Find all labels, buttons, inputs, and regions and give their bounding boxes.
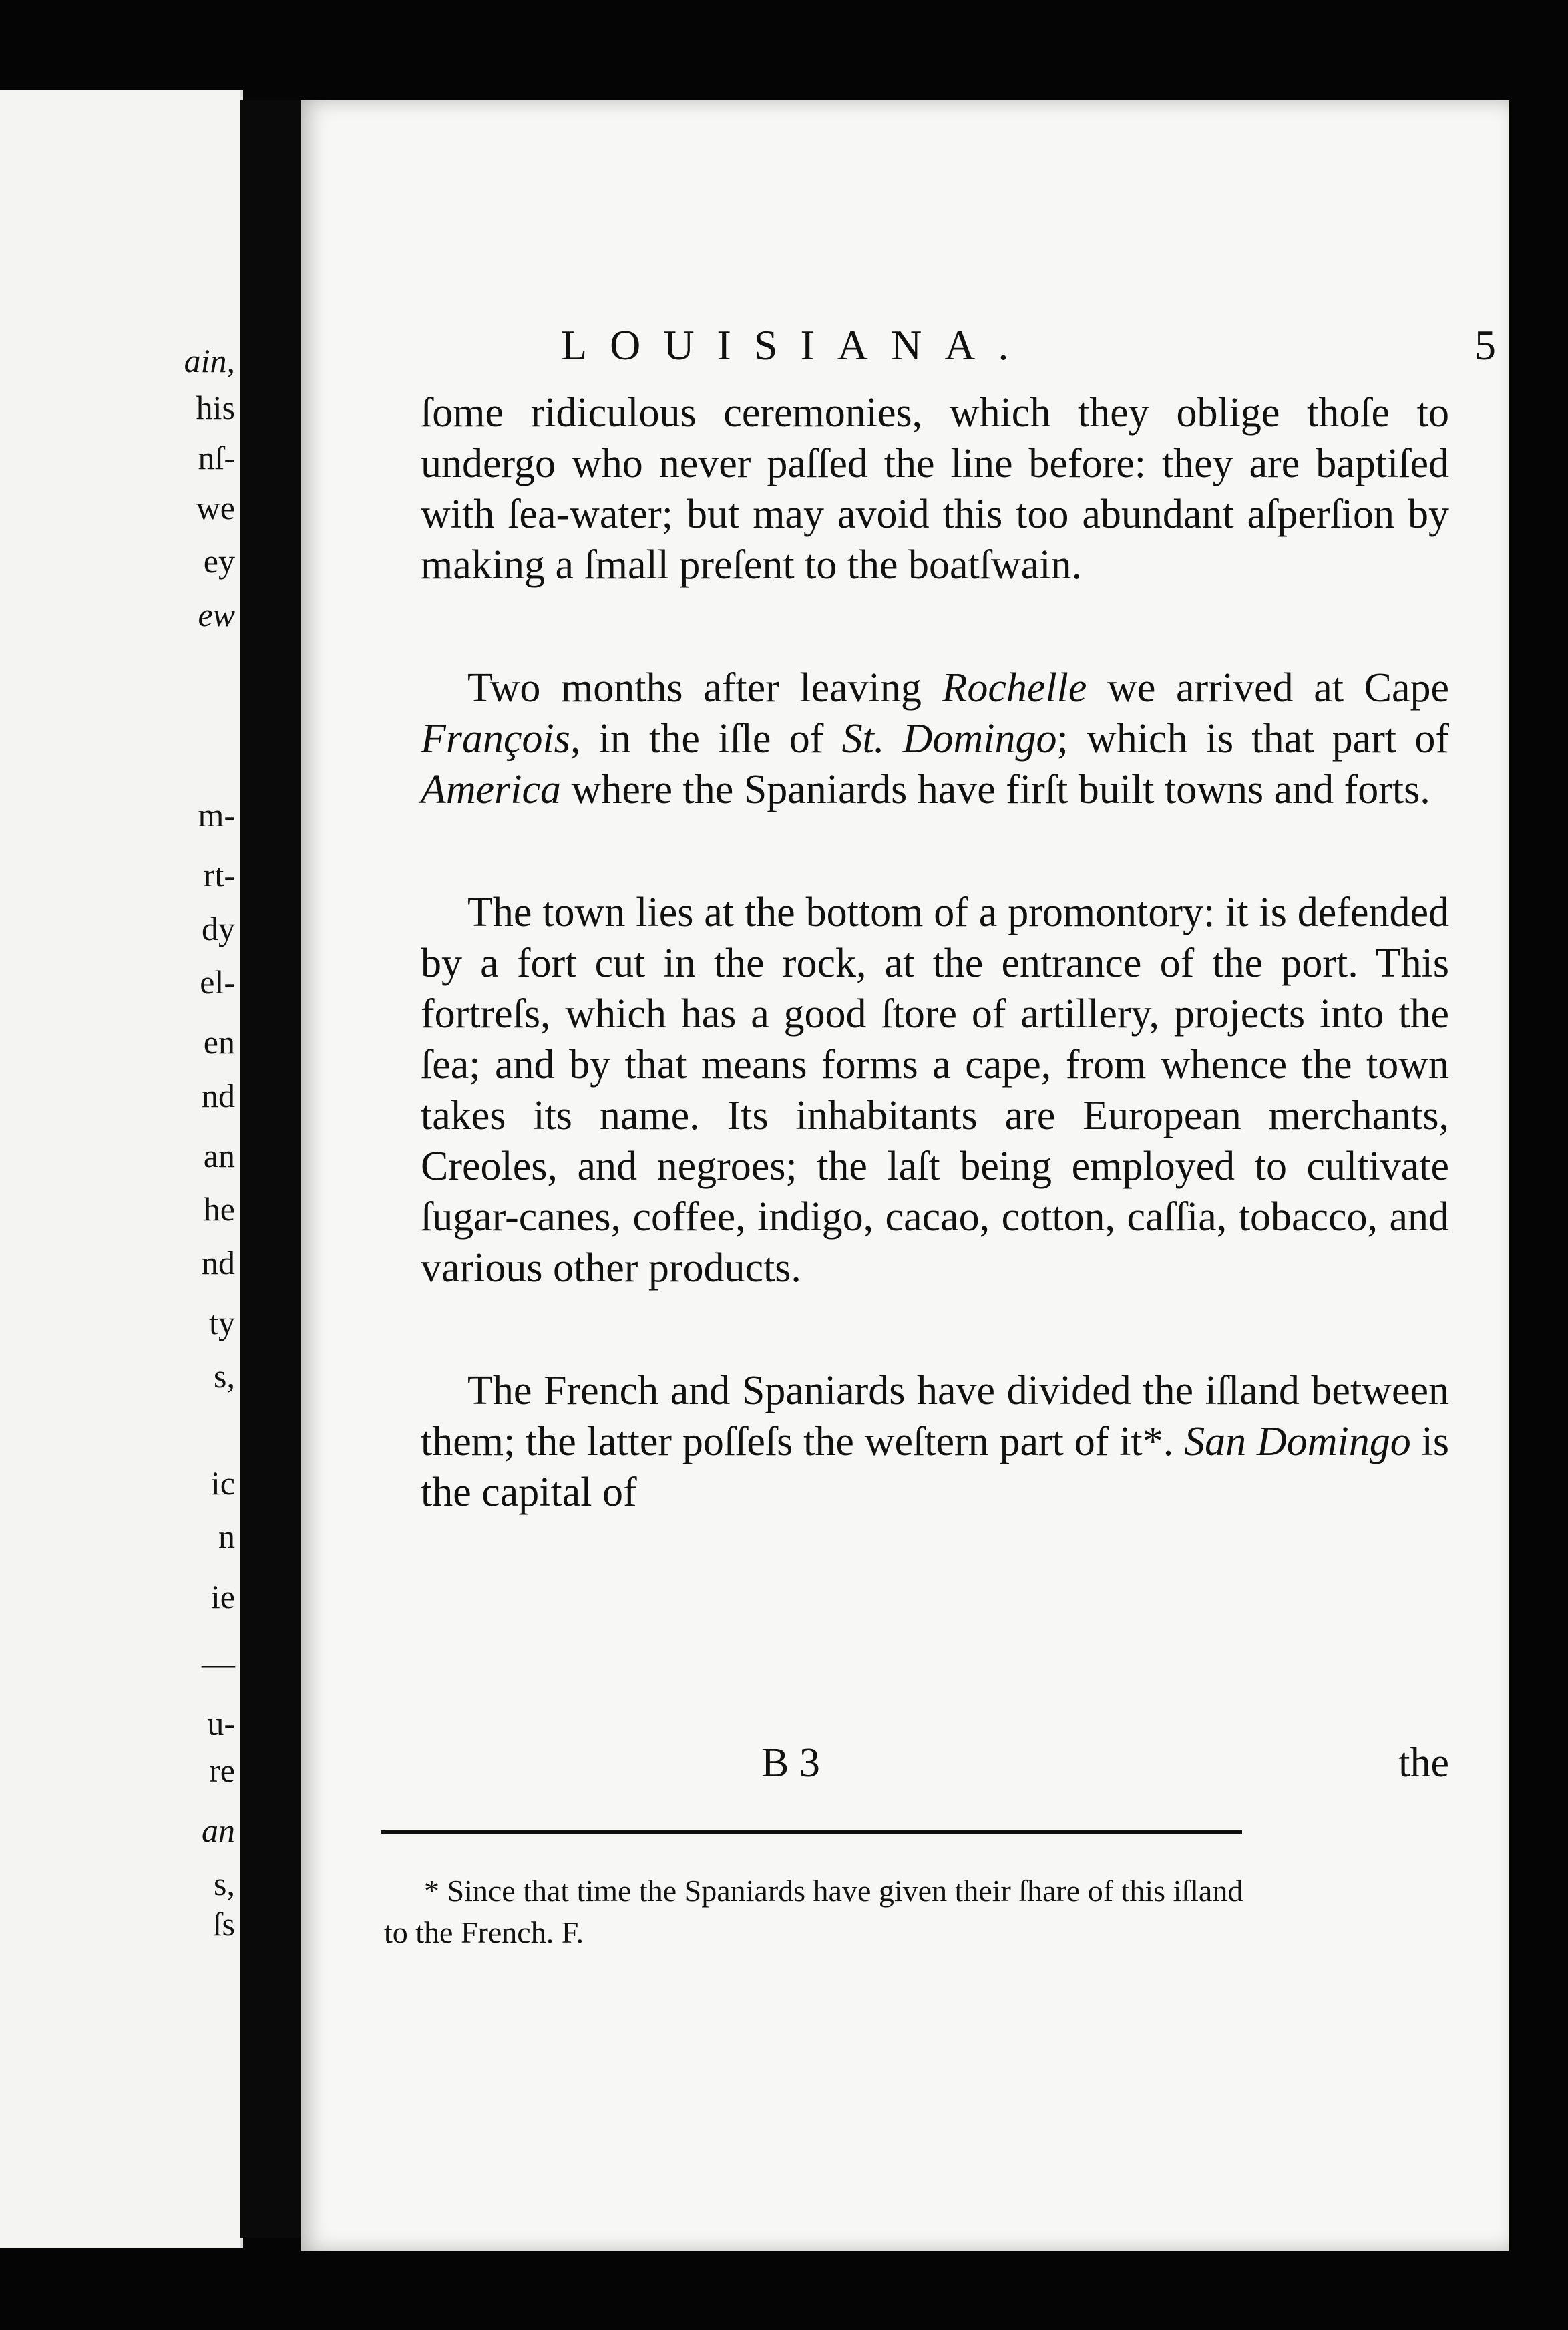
facing-page-fragment: nd — [202, 1244, 235, 1281]
facing-page-fragment: — — [202, 1645, 235, 1682]
place-st-domingo: St. Domingo — [841, 716, 1057, 762]
facing-page-fragment: ain, — [184, 342, 235, 379]
place-san-domingo: San Domingo — [1184, 1419, 1411, 1464]
place-america: America — [421, 767, 562, 812]
facing-page-edge — [0, 90, 243, 2248]
facing-page-fragment: he — [203, 1190, 235, 1228]
paragraph-1: ſome ridiculous ceremonies, which they oblige thoſe to undergo who never paſſed the line before: they are baptiſed with ſea-water; but may avoid this too abundant aſperſion by making a ſmall preſent to the boatſwain. — [421, 390, 1449, 588]
facing-page-fragment: ew — [198, 596, 235, 633]
facing-page-fragment: n — [218, 1518, 235, 1555]
facing-page-fragment: dy — [202, 910, 235, 947]
footnote — [384, 1870, 1252, 1953]
facing-page-fragment: s, — [214, 1865, 235, 1902]
page-number: 5 — [1475, 321, 1496, 369]
book-gutter — [240, 100, 301, 2238]
facing-page-fragment: el- — [200, 963, 235, 1001]
facing-page-fragment: we — [196, 489, 235, 526]
place-rochelle: Rochelle — [942, 665, 1087, 711]
running-head: LOUISIANA. — [561, 321, 1032, 369]
body-text — [421, 387, 1449, 1590]
page-header — [561, 321, 1496, 374]
facing-page-fragment: nd — [202, 1077, 235, 1114]
footnote-rule — [381, 1830, 1242, 1834]
paragraph-3: The town lies at the bottom of a promontory: it is defended by a fort cut in the rock, at the entrance of the port. This fortreſs, which has a good ſtore of artillery, projects into the ſea; and by that means forms a cape, from whence the town takes its name. Its inhabitants are European merchants, Creoles, and negroes; the laſt being employed to cultivate ſugar-canes, coffee, indigo, cacao, cotton, caſſia, tobacco, and various other products. — [421, 890, 1449, 1291]
place-francois: François, — [421, 716, 581, 762]
facing-page-fragment: s, — [214, 1357, 235, 1395]
facing-page-fragment: an — [203, 1137, 235, 1174]
footnote-text: * Since that time the Spaniards have given their ſhare of this iſland to the French. F. — [384, 1874, 1243, 1949]
facing-page-fragment: re — [209, 1752, 235, 1789]
facing-page-fragment: ſs — [212, 1905, 235, 1943]
facing-page-fragment: u- — [207, 1705, 235, 1742]
facing-page-fragment: his — [196, 389, 235, 426]
facing-page-fragment: ey — [203, 542, 235, 580]
facing-page-fragment: rt- — [203, 856, 235, 894]
facing-page-fragment: ty — [209, 1304, 235, 1341]
paragraph-2: Two months after leaving Rochelle we arrived at Cape François, in the iſle of St. Domingo; which is that part of America where the Spaniards have firſt built towns and forts. — [421, 665, 1450, 812]
facing-page-fragment: ic — [210, 1464, 235, 1502]
signature-mark: B 3 — [761, 1740, 820, 1786]
paragraph-4: The French and Spaniards have divided the iſland between them; the latter poſſeſs the weſtern part of it*. San Domingo is the capital of — [421, 1368, 1450, 1515]
facing-page-fragment: m- — [198, 796, 235, 834]
facing-page-fragment: en — [203, 1023, 235, 1061]
facing-page-fragment: an — [202, 1812, 235, 1849]
facing-page-fragment: nſ- — [198, 439, 235, 476]
book-page — [301, 100, 1509, 2251]
facing-page-fragment: ie — [210, 1578, 235, 1615]
catchword: the — [1398, 1740, 1449, 1786]
